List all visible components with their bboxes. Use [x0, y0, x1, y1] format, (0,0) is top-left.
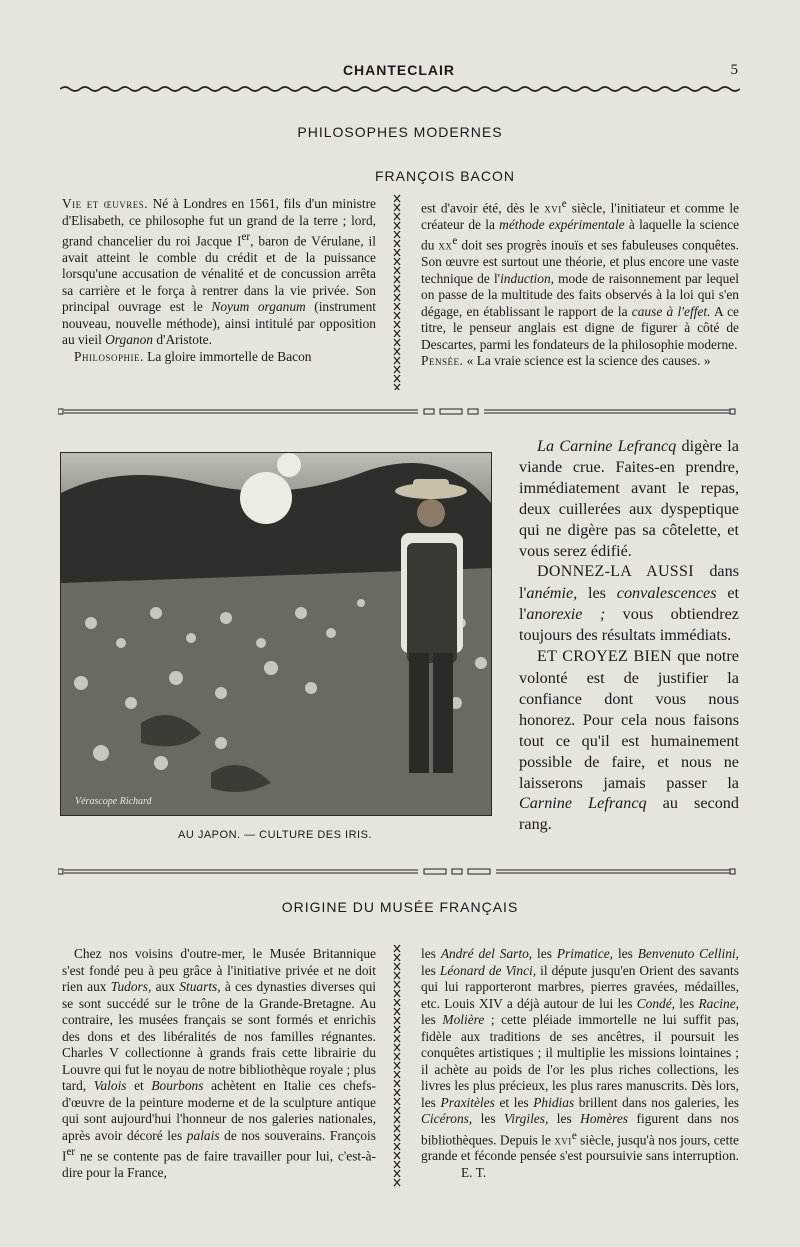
section-subtitle-bacon: FRANÇOIS BACON — [374, 168, 515, 184]
bacon-right-column: est d'avoir été, dès le xvi$^e$ siècle, l'initiateur et comme le créateur de la méthode expérimentale à laquelle la science du $xx^e$ doit ses progrès inouïs et ses fabuleuses conquêtes. Son œuvre est surtout une théorie, et plus encore une vaste technique de l'induction, mode de raisonnement par lequel on passe de la multitude des faits observés à la loi qui s'en dégage, en établissant le rapport de la cause à l'effet. A ce titre, le penseur anglais est digne de figurer à côté de Descartes, parmi les fondateurs de la philosophie moderne. Pensée. « La vraie science est la science des causes. » — [421, 198, 740, 369]
section-title-musee: ORIGINE DU MUSÉE FRANÇAIS — [281, 899, 519, 915]
photo-illustration — [61, 453, 491, 815]
ornamental-vertical-rule-2 — [391, 944, 403, 1188]
lead-vie-oeuvres: Vie et œuvres. — [62, 196, 149, 211]
bacon-quote: « La vraie science est la science des causes. » — [463, 353, 711, 369]
musee-left-column: Chez nos voisins d'outre-mer, le Musée Britannique s'est fondé peu à peu grâce à l'initiative privée et ne doit rien aux Tudors, aux Stuarts, à ces dynasties diverses qui se sont succédé sur le trône de la Grande-Bretagne. Au contraire, les musées français se sont formés et enrichis des dons et des libéralités de nos familles régnantes. Charles V collectionne à grands frais cette librairie du Louvre qui fut le noyau de notre bibliothèque royale ; plus tard, Valois et Bourbons achètent en Italie ces chefs-d'œuvre de la peinture moderne et de la sculpture antique qui sont aujourd'hui l'honneur de nos galeries nationales, après avoir décoré les palais de nos souverains. François Ier ne se contente pas de faire travailler pour lui, c'est-à-dire pour la France, — [62, 946, 376, 1180]
magazine-title: CHANTECLAIR — [342, 62, 456, 78]
section-divider-top — [58, 406, 736, 418]
lead-pensee: Pensée. — [421, 353, 464, 369]
carnine-lefrancq-ad: La Carnine Lefrancq digère la viande crue. Faites-en prendre, immédiatement avant le repas, deux cuillerées aux dyspeptique qui ne digère pas sa côtelette, et vous serez édifié. DONNEZ-LA AUSSI dans l'anémie, les convalescences et l'anorexie ; vous obtiendrez toujours des résultats immédiats. ET CROYEZ BIEN que notre volonté est de justifier la confiance dont vous nous honorez. Pour cela nous faisons tout ce qu'il est humainement possible de faire, et nous ne laisserons jamais passer la Carnine Lefrancq au second rang. — [519, 437, 740, 834]
section-title-philosophes: PHILOSOPHES MODERNES — [297, 124, 503, 140]
musee-right-column: les André del Sarto, les Primatice, les Benvenuto Cellini, les Léonard de Vinci, il députe jusqu'en Orient des savants qui lui rapporteront marbres, pierres gravées, médailles, etc. Louis XIV a déjà autour de lui les Condé, les Racine, les Molière ; cette pléiade immortelle ne lui suffit pas, fidèle aux traditions de ses ancêtres, il poursuit les conquêtes artistiques ; il multiplie les missions lointaines ; il achète au poids de l'or les plus riches collections, les livres les plus précieux, les plus rares manuscrits. Dès lors, les Praxitèles et les Phidias brillent dans nos galeries, les Cicérons, les Virgiles, les Homères figurent dans nos bibliothèques. Depuis le xvi$^e$ siècle, jusqu'à nos jours, cette grande et féconde pensée s'est poursuivie sans interruption.E. T. — [421, 946, 739, 1180]
section-divider-bottom — [58, 866, 736, 878]
iris-field-photo — [60, 452, 492, 816]
signature: E. T. — [461, 1164, 487, 1180]
photo-credit: Vérascope Richard — [75, 796, 152, 807]
bacon-left-column: Vie et œuvres. Né à Londres en 1561, fils d'un ministre d'Elisabeth, ce philosophe fut un grand de la terre ; lord, grand chancelier du roi Jacque Ier, baron de Vérulane, il avait atteint le comble du crédit et de la puissance lorsqu'une accusation de vénalité et de concussion arrêta sa carrière et le força à rentrer dans la vie privée. Son principal ouvrage est le Noyum organum (instrument nouveau, nouvelle méthode), ainsi intitulé par opposition au vieil Organon d'Aristote. Philosophie. La gloire immortelle de Bacon — [62, 196, 376, 364]
photo-caption: AU JAPON. — CULTURE DES IRIS. — [178, 829, 372, 841]
ornamental-vertical-rule — [391, 194, 403, 390]
running-header — [60, 62, 738, 82]
lead-philosophie: Philosophie. — [74, 348, 144, 364]
page-number: 5 — [730, 62, 738, 78]
header-wavy-rule — [60, 84, 740, 94]
